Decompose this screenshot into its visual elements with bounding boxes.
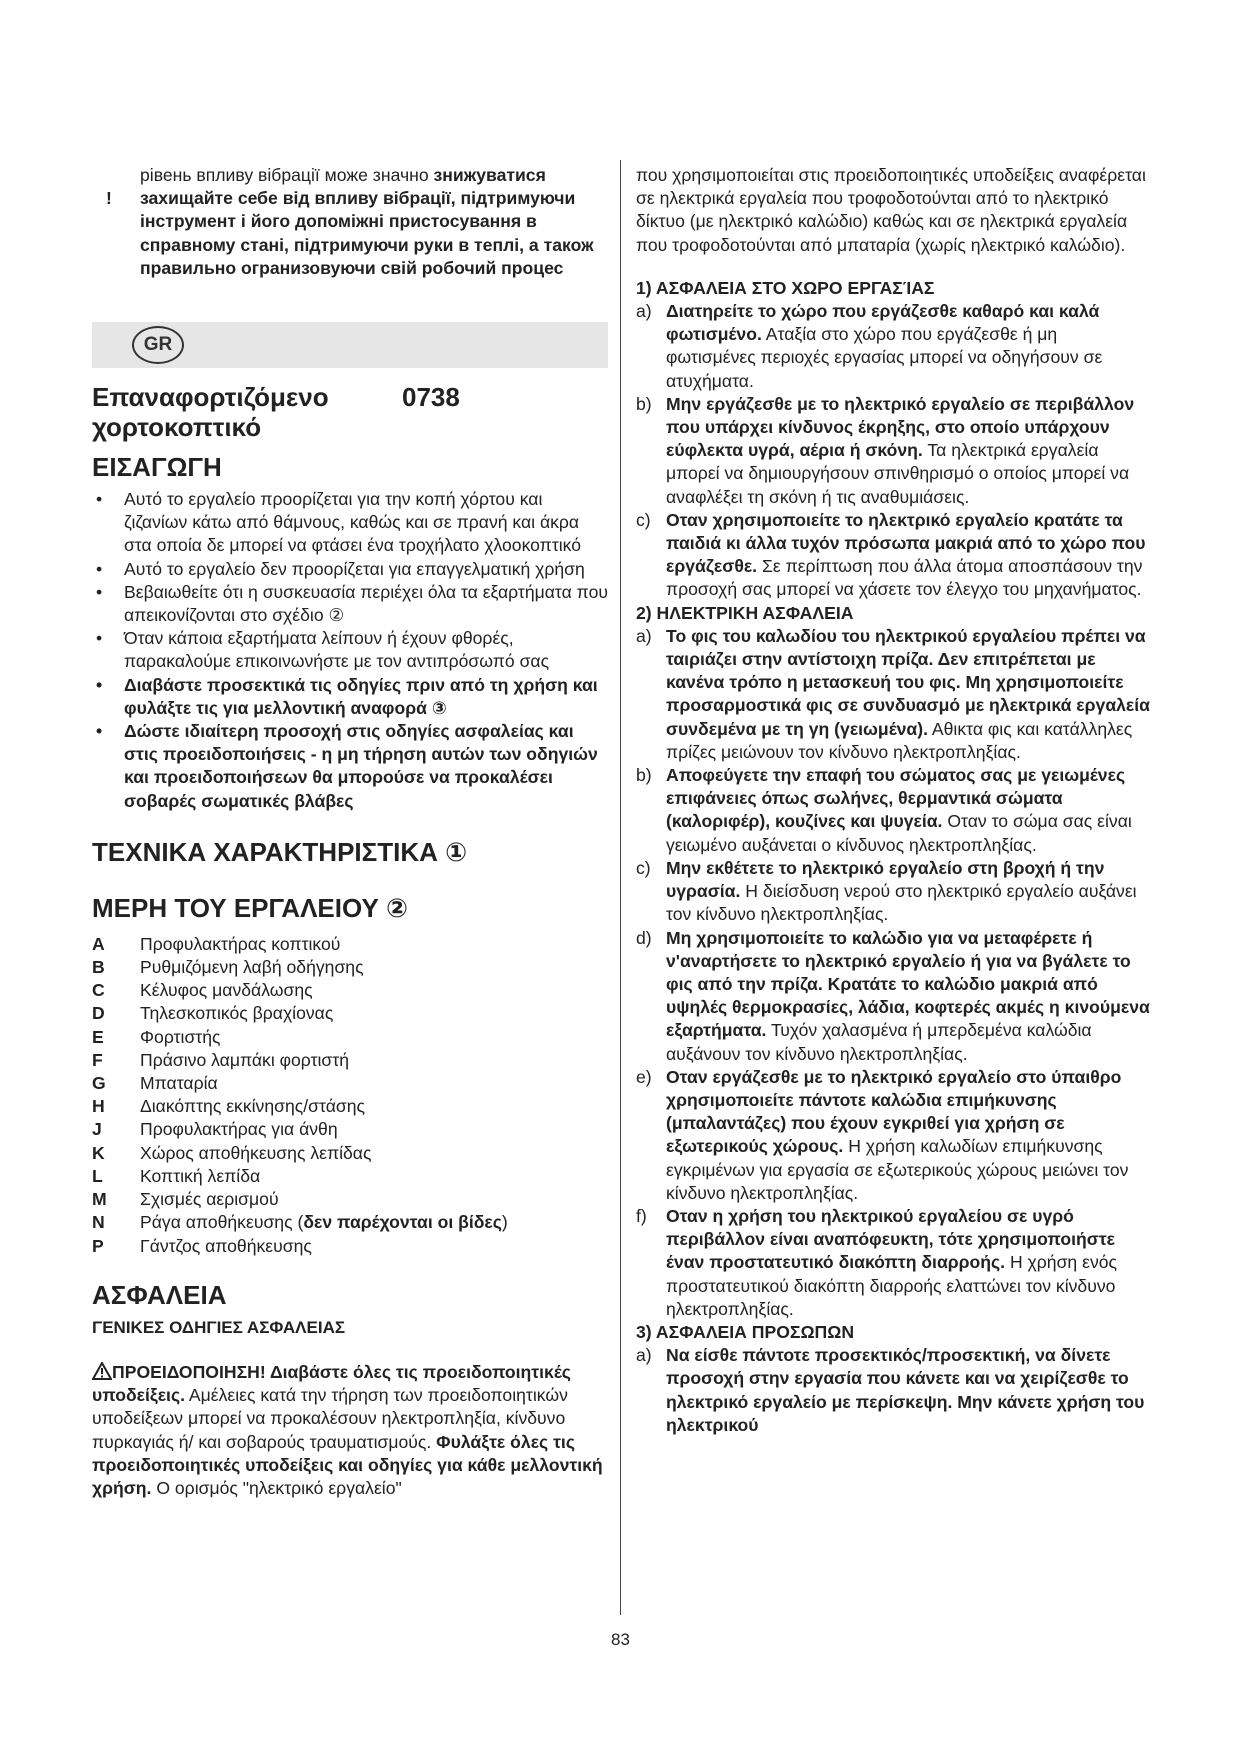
list-item: • Διαβάστε προσεκτικά τις οδηγίες πριν από τη χρήση και φυλάξτε τις για μελλοντική αναφορά ③	[92, 674, 608, 720]
safety-item: b) Μην εργάζεσθε με το ηλεκτρικό εργαλείο σε περιβάλλον που υπάρχει κίνδυνος έκρηξης, στο οποίο υπάρχουν εύφλεκτα υγρά, αέρια ή σκόνη. Τα ηλεκτρικά εργαλεία μπορεί να δημιουργήσουν σπινθηρισμό ο οποίος μπορεί να αναφλέξει τη σκόνη ή τις αναθυμιάσεις.	[636, 393, 1135, 507]
right-column	[636, 164, 1150, 1437]
intro-heading: ΕΙΣΑΓΩΓΗ	[92, 452, 222, 483]
exclamation-mark: !	[106, 188, 112, 208]
part-item: M Σχισμές αερισμού	[92, 1189, 279, 1210]
safety-item: a) Το φις του καλωδίου του ηλεκτρικού εργαλείου πρέπει να ταιριάζει στην αντίστοιχη πρίζα. Δεν επιτρέπεται με κανένα τρόπο η μετασκευή του φις. Μη χρησιμοποιείτε προσαρμοστικά φις σε συνδυασμό με ηλεκτρικά εργαλεία συνδεμένα με τη γη (γειωμένα). Αθικτα φις και κατάλληλες πρίζες μειώνουν τον κίνδυνο ηλεκτροπληξίας.	[636, 625, 1150, 762]
list-item: • Βεβαιωθείτε ότι η συσκευασία περιέχει όλα τα εξαρτήματα που απεικονίζονται στο σχέδιο ②	[92, 581, 608, 627]
list-item: • Αυτό το εργαλείο δεν προορίζεται για επαγγελματική χρήση	[92, 558, 608, 581]
part-item: N Ράγα αποθήκευσης (δεν παρέχονται οι βίδες)	[92, 1212, 508, 1233]
safety-item: c) Μην εκθέτετε το ηλεκτρικό εργαλείο στη βροχή ή την υγρασία. Η διείσδυση νερού στο ηλεκτρικό εργαλείο αυξάνει τον κίνδυνο ηλεκτροπληξίας.	[636, 857, 1137, 925]
intro-bullets	[92, 488, 608, 813]
safety-item: a) Να είσθε πάντοτε προσεκτικός/προσεκτική, να δίνετε προσοχή στην εργασία που κάνετε και να χειρίζεσθε το ηλεκτρικό εργαλείο με περίσκεψη. Μην κάνετε χρήση του ηλεκτρικού	[636, 1345, 1145, 1435]
column-divider	[620, 160, 621, 1615]
general-safety-subheading: ΓΕΝΙΚΕΣ ΟΔΗΓΙΕΣ ΑΣΦΑΛΕΙΑΣ	[92, 1317, 346, 1337]
ukrainian-bold-text: захищайте себе від впливу вібрації, підтримуючи інструмент і його допоміжні пристосування в справному стані, підтримуючи руки в теплі, а також правильно огранизовуючи свій робочий процес	[140, 188, 594, 278]
part-item: C Κέλυφος μανδάλωσης	[92, 980, 313, 1001]
section-heading: 3) ΑΣΦΑΛΕΙΑ ΠΡΟΣΩΠΩΝ	[636, 1321, 855, 1342]
page-number: 83	[611, 1630, 630, 1649]
part-item: A Προφυλακτήρας κοπτικού	[92, 933, 341, 954]
part-item: L Κοπτική λεπίδα	[92, 1165, 261, 1186]
part-item: H Διακόπτης εκκίνησης/στάσης	[92, 1096, 365, 1117]
part-item: P Γάντζος αποθήκευσης	[92, 1235, 312, 1256]
part-item: K Χώρος αποθήκευσης λεπίδας	[92, 1142, 372, 1163]
product-title: Επαναφορτιζόμενο χορτοκοπτικό 0738	[92, 382, 460, 443]
definition-continuation: που χρησιμοποιείται στις προειδοποιητικές υποδείξεις αναφέρεται σε ηλεκτρικά εργαλεία που τροφοδοτούνται από το ηλεκτρικό δίκτυο (με ηλεκτρικό καλώδιο) καθώς και σε ηλεκτρικά εργαλεία που τροφοδοτούνται από μπαταρία (χωρίς ηλεκτρικό καλώδιο).	[636, 165, 1146, 255]
model-number: 0738	[402, 382, 460, 413]
list-item: • Αυτό το εργαλείο προορίζεται για την κοπή χόρτου και ζιζανίων κάτω από θάμνους, καθώς και σε πρανή και άκρα στα οποία δε μπορεί να φτάσει ένα τροχήλατο χλοοκοπτικό	[92, 488, 608, 558]
part-item: J Προφυλακτήρας για άνθη	[92, 1119, 338, 1140]
safety-item: f) Οταν η χρήση του ηλεκτρικού εργαλείου σε υγρό περιβάλλον είναι αναπόφευκτη, τότε χρησιμοποιήστε έναν προστατευτικό διακόπτη διαρροής. Η χρήση ενός προστατευτικού διακόπτη διαρροής ελαττώνει τον κίνδυνο ηλεκτροπληξίας.	[636, 1205, 1118, 1319]
safety-item: e) Οταν εργάζεσθε με το ηλεκτρικό εργαλείο στο ύπαιθρο χρησιμοποιείτε πάντοτε καλώδια επιμήκυνσης (μπαλαντάζες) που έχουν εγκριθεί για χρήση σε εξωτερικούς χώρους. Η χρήση καλωδίων επιμήκυνσης εγκριμένων για εργασία σε εξωτερικούς χώρους μειώνει τον κίνδυνο ηλεκτροπληξίας.	[636, 1066, 1129, 1203]
left-column	[92, 164, 608, 1500]
gr-language-badge: GR	[132, 326, 184, 364]
list-item: • Δώστε ιδιαίτερη προσοχή στις οδηγίες ασφαλείας και στις προειδοποιήσεις - η μη τήρηση αυτών των οδηγιών και προειδοποιήσεων θα μπορούσε να προκαλέσει σοβαρές σωματικές βλάβες	[92, 720, 608, 813]
safety-heading: ΑΣΦΑΛΕΙΑ	[92, 1279, 227, 1310]
part-item: G Μπαταρία	[92, 1073, 218, 1094]
tool-parts-heading: ΜΕΡΗ ΤΟΥ ΕΡΓΑΛΕΙΟΥ ②	[92, 892, 409, 923]
technical-data-heading: ΤΕΧΝΙΚΑ ΧΑΡΑΚΤΗΡΙΣΤΙΚΑ ①	[92, 836, 468, 867]
ukrainian-paragraph: ! рівень впливу вібрації може значно знижуватися захищайте себе від впливу вібрації, підтримуючи інструмент і його допоміжні пристосування в справному стані, підтримуючи руки в теплі, а також правильно огранизовуючи свій робочий процес	[106, 165, 594, 278]
part-item: D Τηλεσκοπικός βραχίονας	[92, 1003, 334, 1024]
warning-paragraph: ΠΡΟΕΙΔΟΠΟΙΗΣΗ! Διαβάστε όλες τις προειδοποιητικές υποδείξεις. Αμέλειες κατά την τήρηση των προειδοποιητικών υποδείξεων μπορεί να προκαλέσουν ηλεκτροπληξία, κίνδυνο πυρκαγιάς ή/ και σοβαρούς τραυματισμούς. Φυλάξτε όλες τις προειδοποιητικές υποδείξεις και οδηγίες για κάθε μελλοντική χρήση. Ο ορισμός "ηλεκτρικό εργαλείο"	[92, 1361, 603, 1498]
part-item: E Φορτιστής	[92, 1026, 221, 1047]
section-heading: 2) ΗΛΕΚΤΡΙΚΗ ΑΣΦΑΛΕΙΑ	[636, 602, 854, 623]
list-item: • Όταν κάποια εξαρτήματα λείπουν ή έχουν φθορές, παρακαλούμε επικοινωνήστε με τον αντιπρόσωπό σας	[92, 627, 608, 673]
safety-item: d) Μη χρησιμοποιείτε το καλώδιο για να μεταφέρετε ή ν'αναρτήσετε το ηλεκτρικό εργαλείο ή για να βγάλετε το φις από την πρίζα. Κρατάτε το καλώδιο μακριά από υψηλές θερμοκρασίες, λάδια, κοφτερές ακμές η κινούμενα εξαρτήματα. Τυχόν χαλασμένα ή μπερδεμένα καλώδια αυξάνουν τον κίνδυνο ηλεκτροπληξίας.	[636, 927, 1150, 1064]
parts-list	[92, 933, 608, 1258]
part-item: F Πράσινο λαμπάκι φορτιστή	[92, 1049, 350, 1070]
safety-item: a) Διατηρείτε το χώρο που εργάζεσθε καθαρό και καλά φωτισμένο. Αταξία στο χώρο που εργάζεσθε ή μη φωτισμένες περιοχές εργασίας μπορεί να οδηγήσουν σε ατυχήματα.	[636, 301, 1103, 391]
safety-item: c) Οταν χρησιμοποιείτε το ηλεκτρικό εργαλείο κρατάτε τα παιδιά κι άλλα τυχόν πρόσωπα μακριά από το χώρο που εργάζεσθε. Σε περίπτωση που άλλα άτομα αποσπάσουν την προσοχή σας μπορεί να χάσετε τον έλεγχο του μηχανήματος.	[636, 509, 1146, 600]
part-item: B Ρυθμιζόμενη λαβή οδήγησης	[92, 957, 364, 978]
warning-triangle-icon	[92, 1362, 112, 1380]
language-bar	[92, 322, 608, 368]
section-heading: 1) ΑΣΦΑΛΕΙΑ ΣΤΟ ΧΩΡΟ ΕΡΓΑΣΊΑΣ	[636, 277, 935, 298]
safety-item: b) Αποφεύγετε την επαφή του σώματος σας με γειωμένες επιφάνειες όπως σωλήνες, θερμαντικά σώματα (καλοριφέρ), κουζίνες και ψυγεία. Οταν το σώμα σας είναι γειωμένο αυξάνεται ο κίνδυνος ηλεκτροπληξίας.	[636, 765, 1132, 855]
